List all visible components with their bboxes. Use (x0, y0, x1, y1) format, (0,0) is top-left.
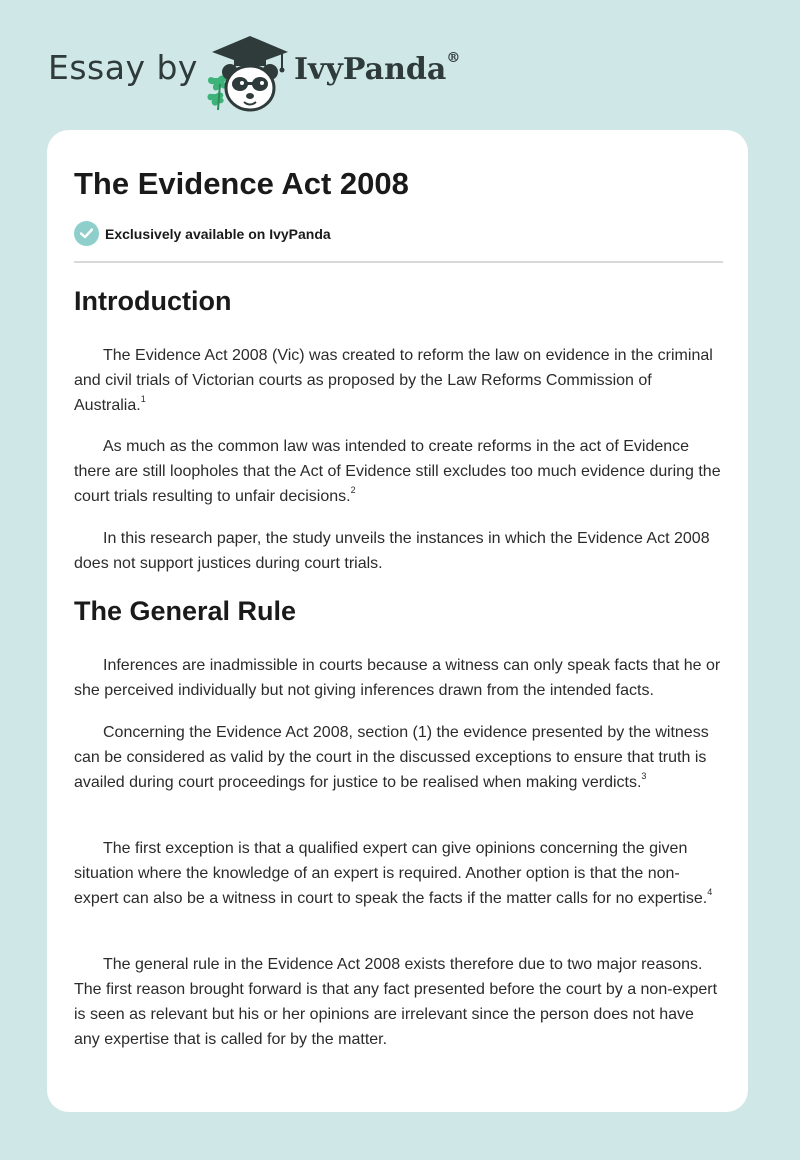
essay-by-label: Essay by (48, 48, 198, 87)
site-header (48, 30, 508, 110)
exclusive-badge-label: Exclusively available on IvyPanda (105, 225, 331, 242)
page-title: The Evidence Act 2008 (74, 166, 409, 201)
registered-mark: ® (446, 50, 461, 66)
brand-name[interactable]: IvyPanda® (294, 50, 461, 87)
paragraph: The first exception is that a qualified expert can give opinions concerning the given situation where the knowledge of an expert is required. Another option is that the non-expert can also be a witness in court to speak the facts if the matter calls for no expertise.$^4$ (74, 840, 713, 907)
paragraph: As much as the common law was intended to create reforms in the act of Evidence there are still loopholes that the Act of Evidence still excludes too much evidence during the court trials resulting to unfair decisions.$^2$ (74, 438, 721, 505)
paragraph: Inferences are inadmissible in courts because a witness can only speak facts that he or she perceived individually but not giving inferences drawn from the intended facts. (74, 657, 721, 699)
essay-card (47, 130, 748, 1112)
exclusive-badge (74, 221, 331, 246)
paragraph: Concerning the Evidence Act 2008, section (1) the evidence presented by the witness can be considered as valid by the court in the discussed exceptions to ensure that truth is availed during court proceedings for justice to be realised when making verdicts.$^3$ (74, 724, 709, 791)
paragraph: The Evidence Act 2008 (Vic) was created to reform the law on evidence in the criminal and civil trials of Victorian courts as proposed by the Law Reforms Commission of Australia.$^1$ (74, 347, 713, 414)
panda-logo-icon[interactable] (202, 34, 298, 114)
footnote-ref[interactable]: 2 (350, 484, 356, 495)
footnote-ref[interactable]: 1 (140, 393, 146, 404)
section-heading-general-rule: The General Rule (74, 596, 297, 626)
paragraph: In this research paper, the study unveils the instances in which the Evidence Act 2008 does not support justices during court trials. (74, 530, 710, 572)
footnote-ref[interactable]: 4 (707, 886, 713, 897)
footnote-ref[interactable]: 3 (641, 770, 647, 781)
check-circle-icon (74, 221, 99, 246)
section-heading-introduction: Introduction (74, 286, 232, 316)
paragraph: The general rule in the Evidence Act 2008 exists therefore due to two major reasons. The first reason brought forward is that any fact presented before the court by a non-expert is seen as relevant but his or her opinions are irrelevant since the person does not have any expertise that is called for by the matter. (74, 956, 718, 1048)
title-divider (74, 261, 723, 263)
